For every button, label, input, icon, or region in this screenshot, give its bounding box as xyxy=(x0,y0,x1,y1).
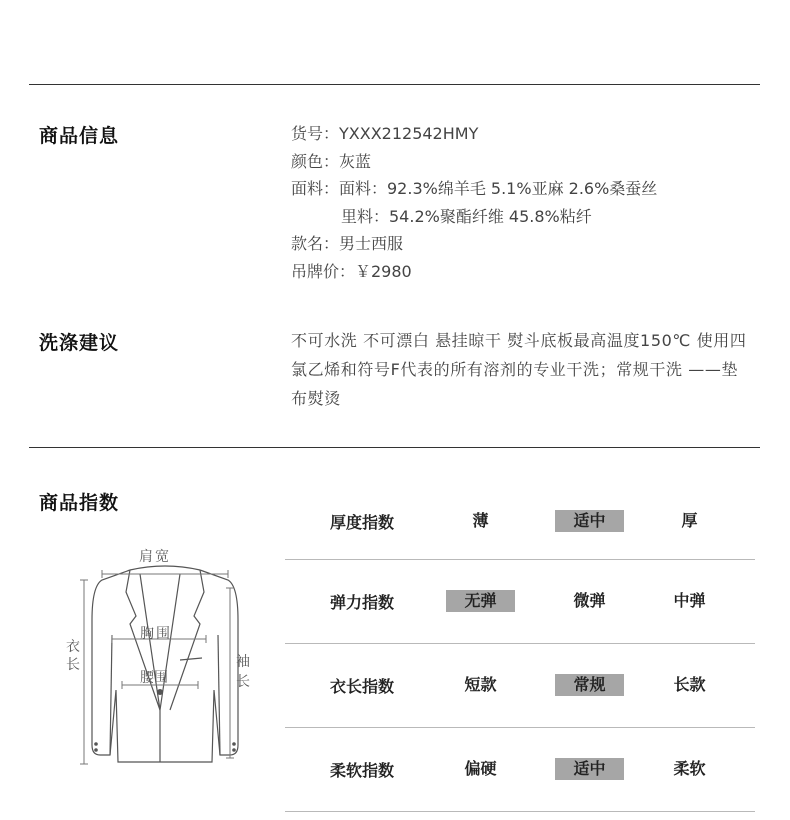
index-option: 中弹 xyxy=(673,591,706,610)
price-line: 吊牌价：￥2980 xyxy=(291,261,412,281)
label-sleeve-length xyxy=(236,652,252,692)
fabric-outer-line: 面料：面料：92.3%绵羊毛 5.1%亚麻 2.6%桑蚕丝 xyxy=(291,179,658,199)
label-sleeve-char-1: 袖 xyxy=(236,654,250,670)
label-chest: 胸围 xyxy=(140,626,172,642)
index-option: 无弹 xyxy=(446,590,515,612)
index-label: 衣长指数 xyxy=(330,677,395,696)
index-row-softness xyxy=(285,728,755,812)
style-line: 款名：男士西服 xyxy=(291,234,404,254)
index-option: 适中 xyxy=(555,510,624,532)
index-option: 柔软 xyxy=(673,759,706,778)
index-row-length xyxy=(285,644,755,728)
label-length xyxy=(66,638,82,674)
color-line: 颜色：灰蓝 xyxy=(291,151,372,171)
index-label: 柔软指数 xyxy=(330,761,395,780)
label-length-char-2: 长 xyxy=(66,657,80,673)
index-label: 弹力指数 xyxy=(330,593,395,612)
label-length-char-1: 衣 xyxy=(66,639,80,655)
index-option: 短款 xyxy=(464,675,497,694)
index-option: 适中 xyxy=(555,758,624,780)
index-option: 厚 xyxy=(681,511,698,530)
middle-divider xyxy=(29,447,760,448)
index-option: 偏硬 xyxy=(464,759,497,778)
index-option: 薄 xyxy=(472,511,489,530)
label-shoulder-width: 肩宽 xyxy=(139,549,171,565)
index-option: 常规 xyxy=(555,674,624,696)
index-option: 微弹 xyxy=(573,591,606,610)
fabric-lining-line: 里料：54.2%聚酯纤维 45.8%粘纤 xyxy=(341,206,592,226)
washing-instructions: 不可水洗 不可漂白 悬挂晾干 熨斗底板最高温度150℃ 使用四氯乙烯和符号F代表的所有溶剂的专业干洗；常规干洗 ——垫布熨烫 xyxy=(291,331,747,408)
product-info-list xyxy=(291,120,657,286)
label-sleeve-char-2: 长 xyxy=(236,674,250,690)
section-title-index: 商品指数 xyxy=(39,492,120,514)
jacket-measurement-diagram xyxy=(60,540,250,779)
index-row-thickness xyxy=(285,493,755,560)
top-divider xyxy=(29,84,760,85)
section-title-washing: 洗涤建议 xyxy=(39,332,120,354)
product-index-table xyxy=(285,493,755,812)
index-label: 厚度指数 xyxy=(330,513,395,532)
label-waist: 腰围 xyxy=(140,670,168,686)
sku-line: 货号：YXXX212542HMY xyxy=(291,124,479,143)
index-row-elasticity xyxy=(285,560,755,644)
jacket-illustration xyxy=(60,540,250,775)
index-option: 长款 xyxy=(673,675,706,694)
section-title-product-info: 商品信息 xyxy=(39,125,120,147)
